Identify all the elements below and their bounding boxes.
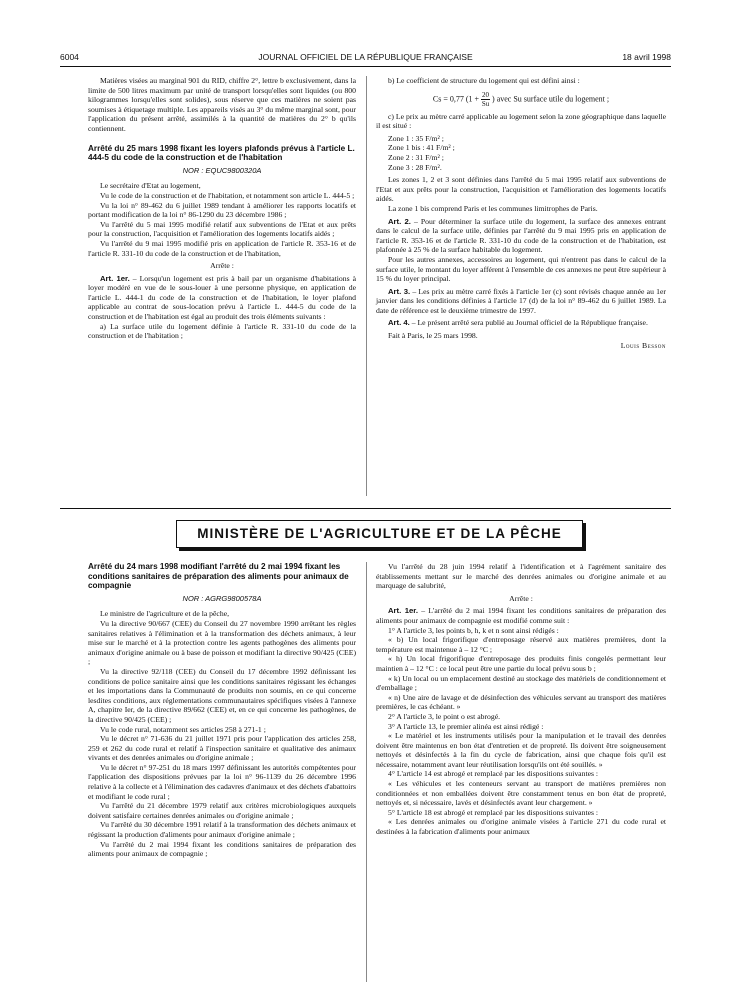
intro-paragraph: Matières visées au marginal 901 du RID, chiffre 2°, lettre b exclusivement, dans la limite de 500 litres maximum par unité de transport lorsqu'elles sont liquides (ou 800 kilogrammes lorsqu'elles sont solides), sous réserve que ces matières ne soient pas soumises à étiquetage multiple. Les appareils visés au 3° du même marginal sont, pour l'application du présent arrêté, assimilés à la quantité de matières du 2° b qu'ils contiennent. bbox=[88, 76, 356, 133]
zone-line: Zone 2 : 31 F/m² ; bbox=[388, 152, 444, 162]
paragraph: Vu le décret n° 71-636 du 21 juillet 1971 pris pour l'application des articles 258, 259 et 262 du code rural et relatif à l'inspection sanitaire et qualitative des animaux vivants et des denrées animales ou d'origine animale ; bbox=[88, 734, 356, 763]
paragraph: Vu l'arrêté du 9 mai 1995 modifié pris en application de l'article R. 353-16 et de l'article R. 331-10 du code de la construction et de l'habitation, bbox=[88, 238, 356, 258]
section-rule bbox=[60, 508, 671, 509]
paragraph: Vu le décret n° 97-251 du 18 mars 1997 définissant les autorités compétentes pour l'application des dispositions prévues par la loi n° 96-1139 du 26 décembre 1996 relative à la collecte et à l'élimination des cadavres d'animaux et des déchets d'abattoirs et modifiant le code rural ; bbox=[88, 762, 356, 801]
ministry-banner: MINISTÈRE DE L'AGRICULTURE ET DE LA PÊCHE bbox=[176, 520, 583, 548]
article-4: Art. 4. – Le présent arrêté sera publié au Journal officiel de la République française. bbox=[388, 318, 648, 328]
article-2-continued: Pour les autres annexes, accessoires au logement, qui n'entrent pas dans le calcul de la surface utile, le montant du loyer afférent à l'ensemble de ces annexes ne peut être supérieur à 15 % du loyer principal. bbox=[376, 254, 666, 284]
paragraph: Vu la directive 92/118 (CEE) du Conseil du 17 décembre 1992 définissant les conditions de police sanitaire ainsi que les conditions sanitaires régissant les échanges et les importations dans la Communauté de produits non soumis, en ce qui concerne lesdites conditions, aux réglementations communautaires spécifiques visées à l'annexe A, chapitre Ier, de la directive 89/662 (CEE) et, en ce qui concerne les pathogènes, de la directive 90/425 (CEE) ; bbox=[88, 666, 356, 724]
zone-1bis-note: La zone 1 bis comprend Paris et les communes limitrophes de Paris. bbox=[388, 203, 598, 213]
article-label: Art. 1er. bbox=[100, 273, 130, 283]
item-a: a) La surface utile du logement définie à l'article R. 331-10 du code de la construction et de l'habitation ; bbox=[88, 321, 356, 341]
paragraph: Vu l'arrêté du 28 juin 1994 relatif à l'identification et à l'agrément sanitaire des établissements mettant sur le marché des denrées animales ou d'origine animale et au marquage de salubrité, bbox=[376, 562, 666, 591]
structure-coefficient-formula: Cs = 0,77 (1 + $\frac{20}{Su}$ ) avec Su surface utile du logement ; bbox=[432, 90, 610, 108]
signature: Louis Besson bbox=[620, 340, 666, 350]
paragraph: « h) Un local frigorifique d'entreposage des produits finis congelés permettant leur maintien à – 12 °C : ce local peut être une partie du local prévu sous b ; bbox=[376, 654, 666, 673]
paragraph: Le ministre de l'agriculture et de la pêche, bbox=[100, 609, 230, 619]
paragraph: 5° L'article 18 est abrogé et remplacé par les dispositions suivantes : bbox=[388, 807, 599, 817]
paragraph: Vu l'arrêté du 5 mai 1995 modifié relatif aux subventions de l'Etat et aux prêts pour la construction, l'acquisition et l'amélioration des logements locatifs aidés ; bbox=[88, 219, 356, 239]
done-at: Fait à Paris, le 25 mars 1998. bbox=[388, 331, 478, 341]
column-separator bbox=[366, 76, 367, 496]
bottom-left-column bbox=[88, 562, 356, 859]
paragraph: « n) Une aire de lavage et de désinfection des véhicules servant au transport des matières premières, le cas échéant. » bbox=[376, 692, 666, 712]
paragraph: Vu la directive 90/667 (CEE) du Conseil du 27 novembre 1990 arrêtant les règles sanitaires relatives à l'élimination et à la transformation des déchets animaux, à leur mise sur le marché et à la protection contre les agents pathogènes des aliments pour animaux d'origine animale ou à base de poisson et modifiant la directive 90/425 (CEE) ; bbox=[88, 618, 356, 667]
zones-note: Les zones 1, 2 et 3 sont définies dans l'arrêté du 5 mai 1995 relatif aux subventions de l'Etat et aux prêts pour la construction, l'acquisition et l'amélioration des logements locatifs aidés. bbox=[376, 175, 666, 204]
paragraph: « k) Un local ou un emplacement destiné au stockage des matériels de conditionnement et d'emballage ; bbox=[376, 673, 666, 693]
paragraph: Le secrétaire d'Etat au logement, bbox=[100, 181, 201, 191]
paragraph: « Les denrées animales ou d'origine animale visées à l'article 271 du code rural et destinées à la fabrication d'aliments pour animaux bbox=[376, 817, 666, 837]
bottom-right-column bbox=[376, 562, 666, 837]
paragraph: 2° A l'article 3, le point o est abrogé. bbox=[388, 711, 501, 721]
page-header bbox=[60, 52, 671, 66]
item-c: c) Le prix au mètre carré applicable au logement selon la zone géographique dans laquelle il est situé : bbox=[376, 111, 666, 131]
item-b: b) Le coefficient de structure du logement qui est défini ainsi : bbox=[388, 76, 580, 85]
paragraph: 1° A l'article 3, les points b, h, k et n sont ainsi rédigés : bbox=[388, 625, 559, 635]
nor-reference: NOR : AGRG9800578A bbox=[182, 593, 262, 603]
top-right-column bbox=[376, 76, 666, 350]
article-1: Art. 1er. – L'arrêté du 2 mai 1994 fixant les conditions sanitaires de préparation des aliments pour animaux de compagnie est modifié comme suit : bbox=[376, 606, 666, 625]
article-1: Art. 1er. – Lorsqu'un logement est pris à bail par un organisme d'habitations à loyer modéré en vue de le sous-louer à une personne physique, en application de l'article L. 444-1 du code de la construction et de l'habitation, le loyer plafond applicable au contrat de sous-location prévu à l'article L. 444-5 du code de la construction et de l'habitation est égal au produit des trois éléments suivants : bbox=[88, 273, 356, 322]
zone-line: Zone 1 : 35 F/m² ; bbox=[388, 133, 444, 143]
zone-line: Zone 1 bis : 41 F/m² ; bbox=[388, 143, 455, 153]
paragraph: « Les véhicules et les conteneurs servant au transport de matières premières non conditionnées et non emballées doivent être constamment tenus en bon état de propreté, nettoyés et, si nécessaire, lavés et désinfectés avant leur chargement. » bbox=[376, 779, 666, 808]
article-3: Art. 3. – Les prix au mètre carré fixés à l'article 1er (c) sont révisés chaque année au 1er janvier dans les conditions définies à l'article 17 (d) de la loi n° 89-462 du 6 juillet 1989. La date de référence est le deuxième trimestre de 1997. bbox=[376, 286, 666, 315]
article-2: Art. 2. – Pour déterminer la surface utile du logement, la surface des annexes entrant dans le calcul de la surface utile, définies par l'arrêté du 9 mai 1995 pris en application de l'article R. 353-16 et de l'article R. 331-10 du code de la construction et de l'habitation, est plafonnée à 25 % de la surface habitable du logement. bbox=[376, 216, 666, 255]
paragraph: Vu le code rural, notamment ses articles 258 à 271-1 ; bbox=[100, 724, 266, 734]
nor-reference: NOR : EQUC9800320A bbox=[182, 165, 262, 175]
paragraph: Vu l'arrêté du 2 mai 1994 fixant les conditions sanitaires de préparation des aliments pour animaux de compagnie ; bbox=[88, 839, 356, 859]
decree-title: Arrêté du 24 mars 1998 modifiant l'arrêté du 2 mai 1994 fixant les conditions sanitaires de préparation des aliments pour animaux de compagnie bbox=[88, 562, 349, 591]
zone-line: Zone 3 : 28 F/m². bbox=[388, 162, 442, 172]
issue-date: 18 avril 1998 bbox=[622, 52, 671, 62]
top-left-column bbox=[88, 76, 356, 341]
paragraph: « b) Un local frigorifique d'entreposage réservé aux matières premières, dont la température est maintenue à – 12 °C ; bbox=[376, 635, 666, 654]
header-rule bbox=[60, 66, 671, 67]
decree-title: Arrêté du 25 mars 1998 fixant les loyers plafonds prévus à l'article L. 444-5 du code de la construction et de l'habitation bbox=[88, 143, 355, 163]
paragraph: 4° L'article 14 est abrogé et remplacé par les dispositions suivantes : bbox=[388, 769, 599, 779]
page-number: 6004 bbox=[60, 52, 79, 62]
paragraph: Vu l'arrêté du 30 décembre 1991 relatif à la transformation des déchets animaux et régissant la production d'aliments pour animaux d'origine animale ; bbox=[88, 820, 356, 840]
arrete-heading: Arrête : bbox=[210, 261, 234, 271]
arrete-heading: Arrête : bbox=[509, 593, 533, 603]
paragraph: 3° A l'article 13, le premier alinéa est ainsi rédigé : bbox=[388, 721, 544, 731]
paragraph: « Le matériel et les instruments utilisés pour la manipulation et le travail des denrées doivent être maintenus en bon état d'entretien et de propreté. Ils doivent être soigneusement nettoyés et désinfectés à la fin du cycle de fabrication, ainsi que chaque fois qu'il est nécessaire, notamment avant leur réutilisation lorsqu'ils ont été souillés. » bbox=[376, 731, 666, 769]
column-separator bbox=[366, 562, 367, 982]
paragraph: Vu l'arrêté du 21 décembre 1979 relatif aux critères microbiologiques auxquels doivent satisfaire certaines denrées animales ou d'origine animale ; bbox=[88, 801, 356, 820]
paragraph: Vu la loi n° 89-462 du 6 juillet 1989 tendant à améliorer les rapports locatifs et portant modification de la loi n° 86-1290 du 23 décembre 1986 ; bbox=[88, 200, 356, 220]
paragraph: Vu le code de la construction et de l'habitation, et notamment son article L. 444-5 ; bbox=[100, 190, 355, 200]
journal-title: JOURNAL OFFICIEL DE LA RÉPUBLIQUE FRANÇAISE bbox=[258, 52, 473, 62]
